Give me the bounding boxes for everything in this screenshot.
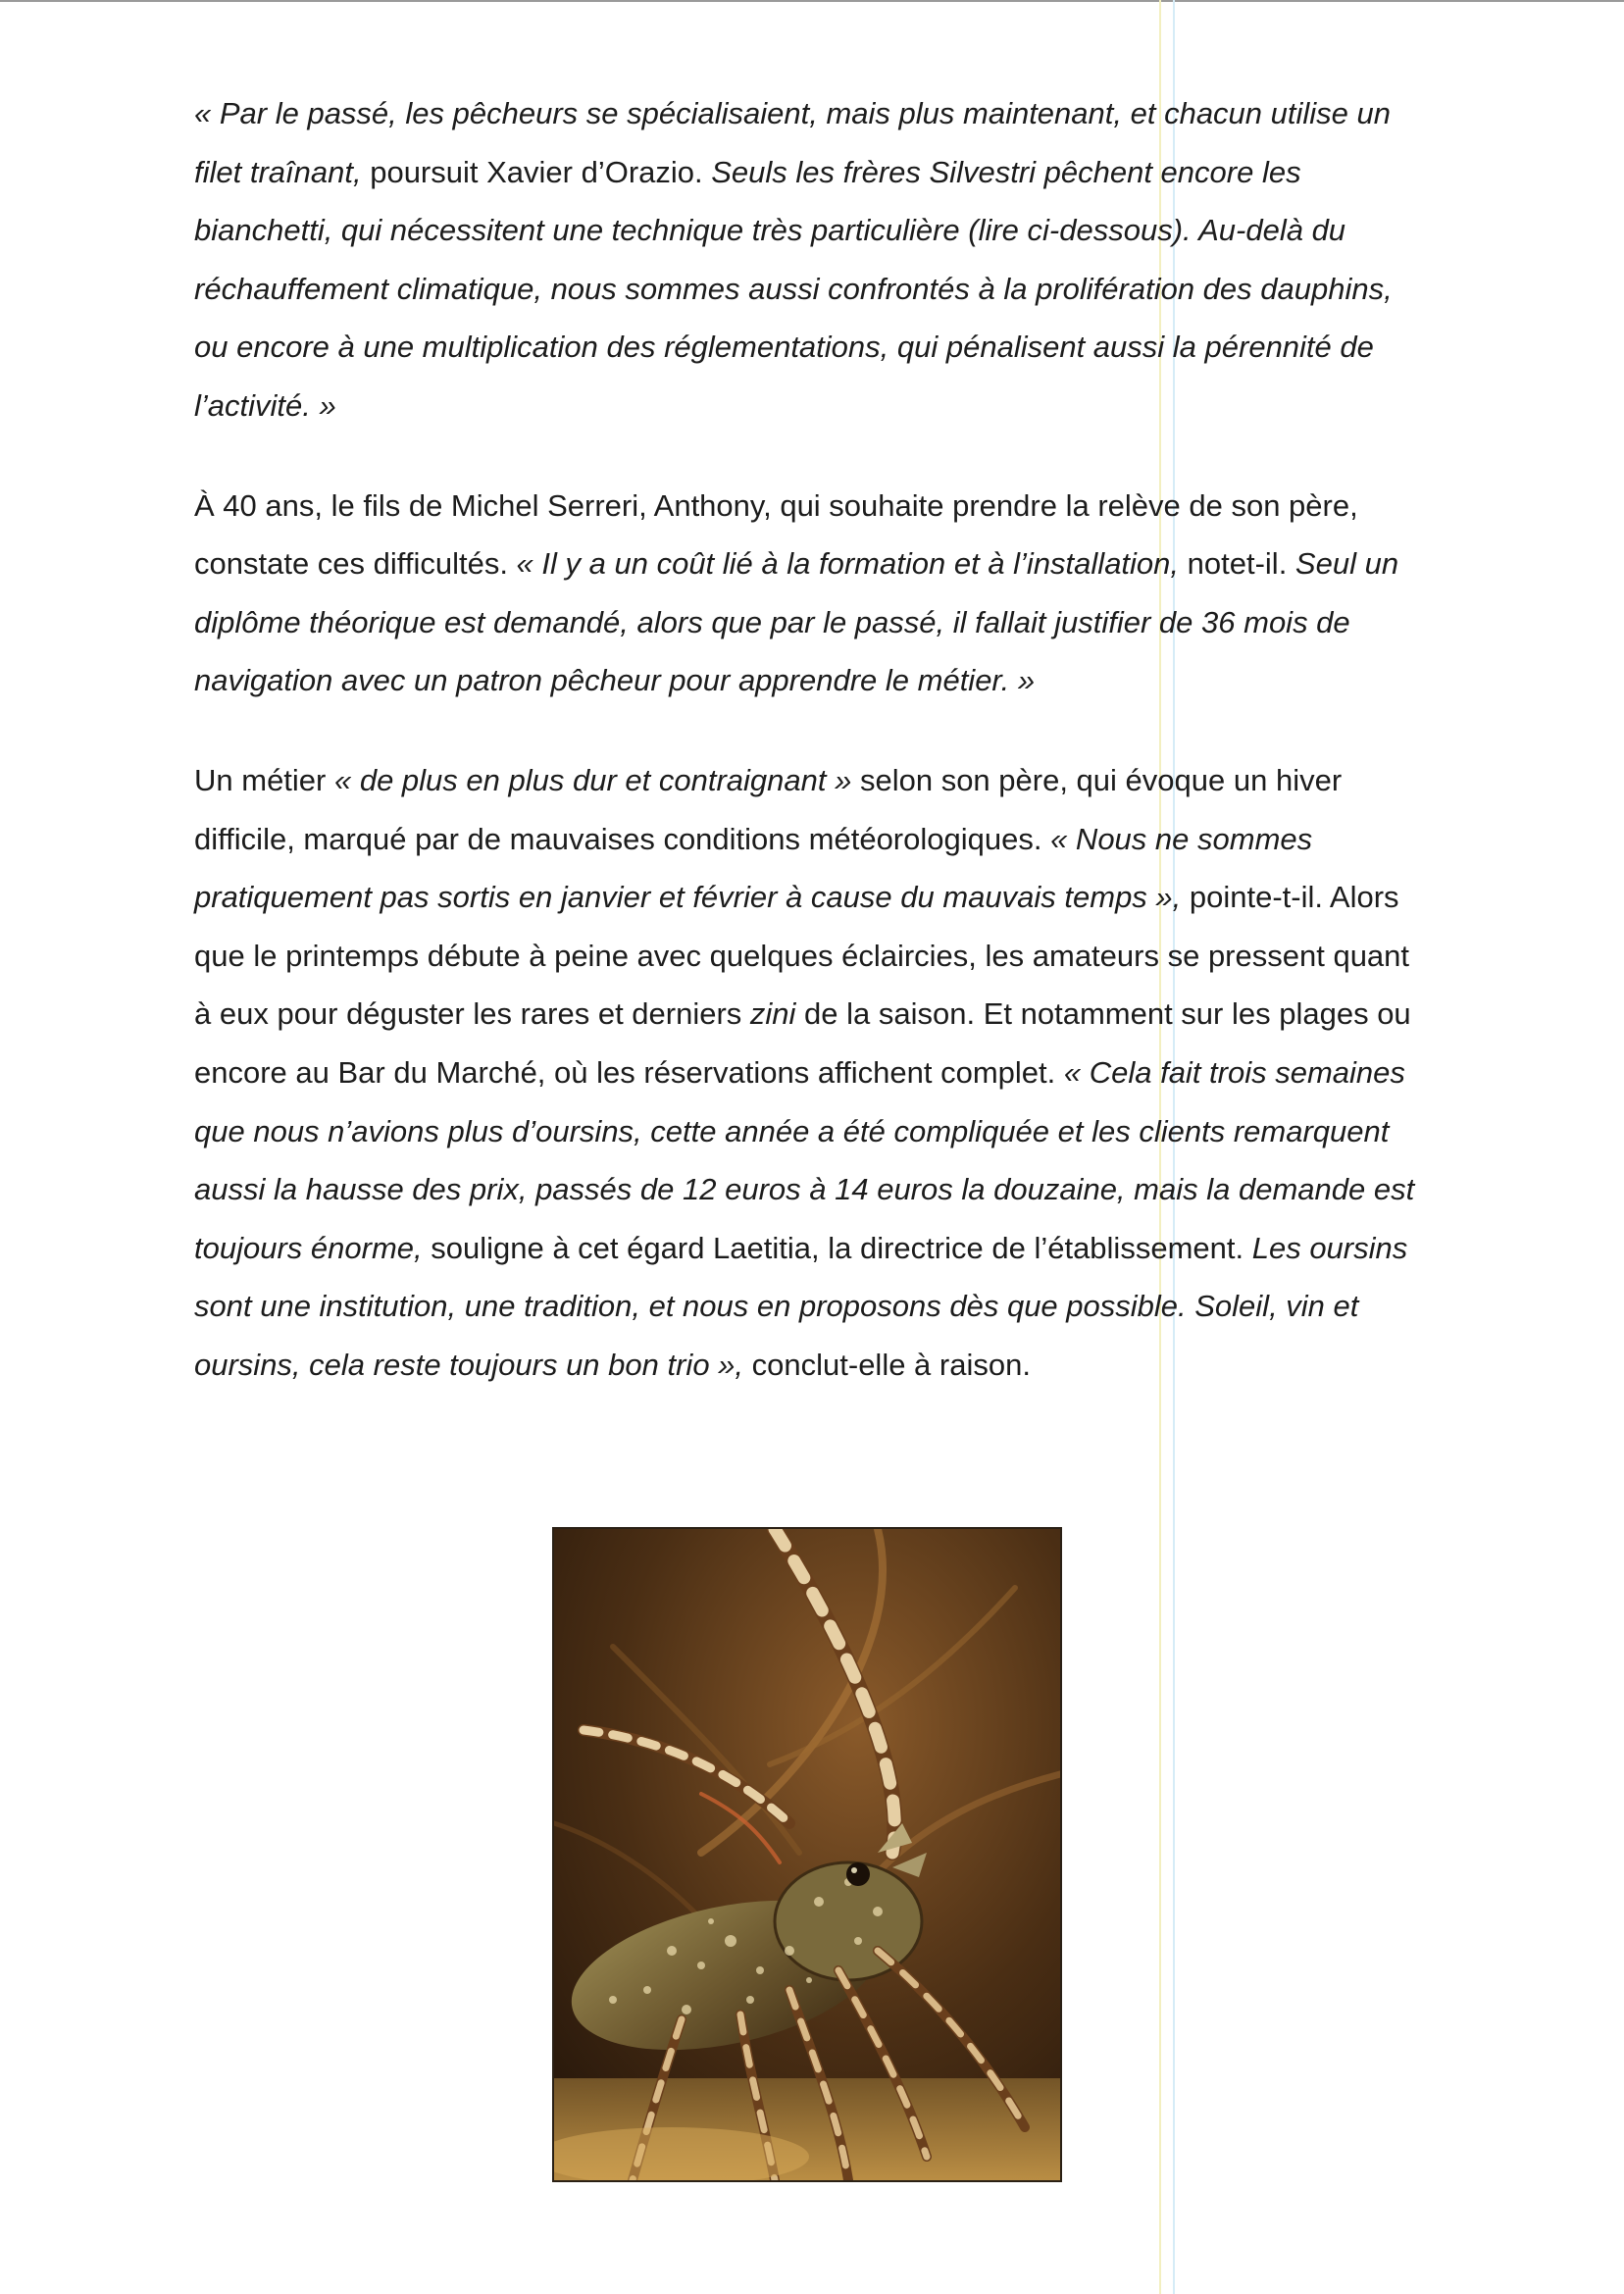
article-body xyxy=(194,84,1430,1435)
quote-text: « Il y a un coût lié à la formation et à l’installation, xyxy=(516,546,1180,582)
quote-text: « de plus en plus dur et contraignant » xyxy=(333,762,852,797)
narration-text: selon son père, qui évoque un hiver difficile, marqué par de mauvaises conditions météorologiques. xyxy=(194,762,1343,856)
quote-text: Les oursins sont une institution, une tradition, et nous en proposons dès que possible. Soleil, vin et oursins, cela reste toujours un bon trio », xyxy=(194,1230,1408,1382)
narration-text: poursuit Xavier d’Orazio. xyxy=(361,154,712,189)
lobster-illustration xyxy=(554,1529,1060,2180)
narration-text: conclut-elle à raison. xyxy=(743,1347,1031,1382)
narration-text: de la saison. Et notamment sur les plages ou encore au Bar du Marché, où les réservations affichent complet. xyxy=(194,996,1411,1090)
term-text: zini xyxy=(749,996,796,1032)
narration-text: souligne à cet égard Laetitia, la directrice de l’établissement. xyxy=(422,1230,1252,1265)
quote-text: Seul un diplôme théorique est demandé, alors que par le passé, il fallait justifier de 36 mois de navigation avec un patron pêcheur pour apprendre le métier. » xyxy=(194,546,1399,698)
narration-text: À 40 ans, le fils de Michel Serreri, Anthony, qui souhaite prendre la relève de son père, constate ces difficultés. xyxy=(194,487,1358,582)
quote-text: « Par le passé, les pêcheurs se spécialisaient, mais plus maintenant, et chacun utilise un filet traînant, xyxy=(194,96,1392,189)
paragraph-1 xyxy=(194,84,1430,435)
spiny-lobster-photo xyxy=(552,1527,1062,2182)
narration-text: Un métier xyxy=(194,762,334,797)
quote-text: Seuls les frères Silvestri pêchent encore les bianchetti, qui nécessitent une technique très particulière (lire ci-dessous). Au-delà du réchauffement climatique, nous sommes aussi confrontés à la prolifération des dauphins, ou encore à une multiplication des réglementations, qui pénalisent aussi la pérennité de l’activité. » xyxy=(194,154,1393,423)
paragraph-2 xyxy=(194,477,1430,710)
quote-text: « Nous ne sommes pratiquement pas sortis en janvier et février à cause du mauvais temps », xyxy=(194,821,1313,915)
paragraph-3 xyxy=(194,751,1430,1395)
narration-text: notet-il. xyxy=(1179,546,1295,582)
quote-text: « Cela fait trois semaines que nous n’avions plus d’oursins, cette année a été compliquée et les clients remarquent aussi la hausse des prix, passés de 12 euros à 14 euros la douzaine, mais la demande est toujours énorme, xyxy=(194,1054,1415,1265)
scan-top-edge xyxy=(0,0,1624,2)
narration-text: pointe-t-il. Alors que le printemps débute à peine avec quelques éclaircies, les amateurs se pressent quant à eux pour déguster les rares et derniers xyxy=(194,880,1410,1032)
